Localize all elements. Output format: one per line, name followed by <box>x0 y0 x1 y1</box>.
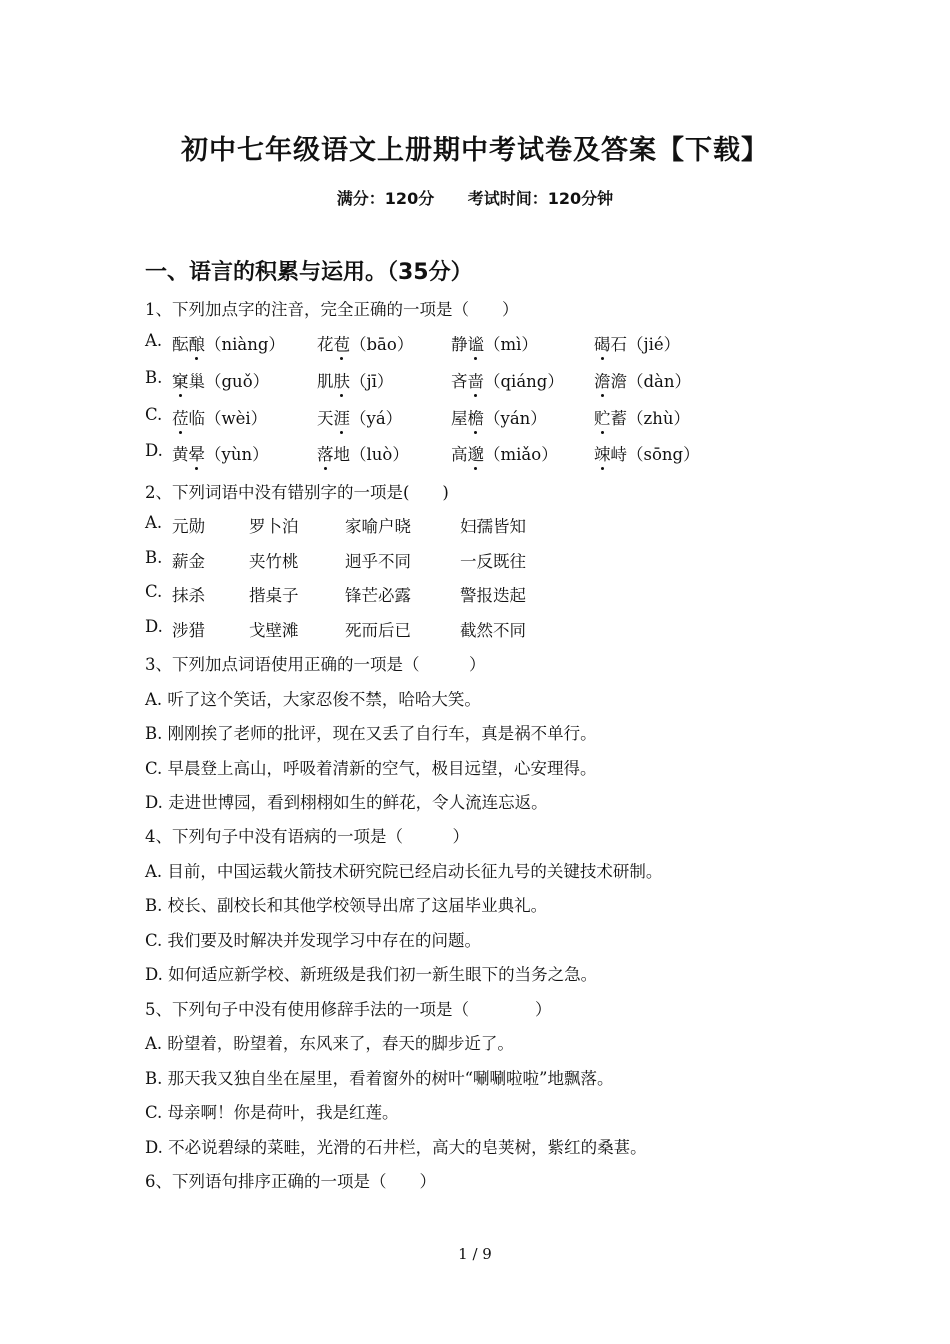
question-1-word: 花苞（bāo） <box>317 331 413 355</box>
question-5-option-d: D. 不必说碧绿的菜畦，光滑的石井栏，高大的皂荚树，紫红的桑葚。 <box>145 1138 647 1157</box>
dotted-character: 贮 <box>594 405 611 429</box>
pinyin: （yán） <box>484 409 547 428</box>
question-1-word: 竦峙（sōng） <box>594 441 700 465</box>
question-1-word: 碣石（jié） <box>594 331 680 355</box>
question-4-option-b: B. 校长、副校长和其他学校领导出席了这届毕业典礼。 <box>145 896 548 915</box>
dotted-character: 莅 <box>172 405 189 429</box>
pinyin: （niàng） <box>205 335 285 354</box>
question-2-option-label: A. <box>145 513 163 532</box>
question-2-word: 警报迭起 <box>460 586 526 605</box>
dotted-character: 苞 <box>334 331 351 355</box>
question-1-word: 莅临（wèi） <box>172 405 267 429</box>
pinyin: （mì） <box>484 335 538 354</box>
question-2-word: 夹竹桃 <box>249 552 299 571</box>
dotted-character: 晕 <box>189 441 206 465</box>
pinyin: （yùn） <box>205 445 269 464</box>
question-2-word: 迥乎不同 <box>345 552 411 571</box>
question-1-word: 天涯（yá） <box>317 405 402 429</box>
question-3-option-a: A. 听了这个笑话，大家忍俊不禁，哈哈大笑。 <box>145 690 481 709</box>
pinyin: （miǎo） <box>484 445 558 464</box>
pinyin: （yá） <box>350 409 403 428</box>
full-score: 满分：120分 <box>336 189 435 208</box>
question-2-word: 一反既往 <box>460 552 526 571</box>
question-2-word: 戈壁滩 <box>249 621 299 640</box>
pinyin: （guǒ） <box>205 372 270 391</box>
question-1-option-label: A. <box>145 331 163 350</box>
page-title: 初中七年级语文上册期中考试卷及答案【下载】 <box>181 135 769 166</box>
question-2-word: 死而后已 <box>345 621 411 640</box>
question-5-option-a: A. 盼望着，盼望着，东风来了，春天的脚步近了。 <box>145 1034 514 1053</box>
question-1-word: 澹澹（dàn） <box>594 368 691 392</box>
dotted-character: 谧 <box>468 331 485 355</box>
question-4-stem: 4、下列句子中没有语病的一项是（ ） <box>145 827 469 846</box>
exam-time: 考试时间：120分钟 <box>467 189 614 208</box>
question-1-word: 贮蓄（zhù） <box>594 405 690 429</box>
question-1-option-label: B. <box>145 368 163 387</box>
question-4-option-d: D. 如何适应新学校、新班级是我们初一新生眼下的当务之急。 <box>145 965 598 984</box>
question-2-word: 罗卜泊 <box>249 517 299 536</box>
question-2-option-label: C. <box>145 582 163 601</box>
pinyin: （qiáng） <box>484 372 564 391</box>
question-6-stem: 6、下列语句排序正确的一项是（ ） <box>145 1172 436 1191</box>
section-heading: 一、语言的积累与运用。（35分） <box>145 260 473 285</box>
question-1-word: 吝啬（qiáng） <box>451 368 564 392</box>
question-2-word: 元勋 <box>172 517 205 536</box>
pinyin: （jī） <box>350 372 394 391</box>
question-4-option-a: A. 目前，中国运载火箭技术研究院已经启动长征九号的关键技术研制。 <box>145 862 663 881</box>
question-4-option-c: C. 我们要及时解决并发现学习中存在的问题。 <box>145 931 482 950</box>
pinyin: （dàn） <box>627 372 692 391</box>
pinyin: （wèi） <box>205 409 268 428</box>
question-1-word: 屋檐（yán） <box>451 405 547 429</box>
question-1-option-label: D. <box>145 441 163 460</box>
question-2-word: 截然不同 <box>460 621 526 640</box>
question-2-word: 抹杀 <box>172 586 205 605</box>
question-2-word: 妇孺皆知 <box>460 517 526 536</box>
question-1-word: 静谧（mì） <box>451 331 538 355</box>
pinyin: （jié） <box>627 335 681 354</box>
question-5-stem: 5、下列句子中没有使用修辞手法的一项是（ ） <box>145 1000 552 1019</box>
question-3-option-b: B. 刚刚挨了老师的批评，现在又丢了自行车，真是祸不单行。 <box>145 724 597 743</box>
question-2-option-label: D. <box>145 617 163 636</box>
dotted-character: 窠 <box>172 368 189 392</box>
question-5-option-c: C. 母亲啊！你是荷叶，我是红莲。 <box>145 1103 399 1122</box>
question-2-word: 涉猎 <box>172 621 205 640</box>
question-2-option-label: B. <box>145 548 163 567</box>
question-1-stem: 1、下列加点字的注音，完全正确的一项是（ ） <box>145 300 519 319</box>
pinyin: （zhù） <box>627 409 690 428</box>
question-1-word: 酝酿（niàng） <box>172 331 285 355</box>
question-2-word: 揩桌子 <box>249 586 299 605</box>
question-5-option-b: B. 那天我又独自坐在屋里，看着窗外的树叶“唰唰啦啦”地飘落。 <box>145 1069 614 1088</box>
question-3-stem: 3、下列加点词语使用正确的一项是（ ） <box>145 655 486 674</box>
dotted-character: 酿 <box>189 331 206 355</box>
question-2-word: 家喻户晓 <box>345 517 411 536</box>
question-3-option-d: D. 走进世博园，看到栩栩如生的鲜花，令人流连忘返。 <box>145 793 548 812</box>
dotted-character: 碣 <box>594 331 611 355</box>
question-1-word: 窠巢（guǒ） <box>172 368 269 392</box>
question-2-word: 薪金 <box>172 552 205 571</box>
question-1-option-label: C. <box>145 405 163 424</box>
page-number: 1 / 9 <box>458 1245 492 1263</box>
dotted-character: 竦 <box>594 441 611 465</box>
question-2-stem: 2、下列词语中没有错别字的一项是( ) <box>145 483 449 502</box>
dotted-character: 落 <box>317 441 334 465</box>
dotted-character: 啬 <box>468 368 485 392</box>
question-1-word: 落地（luò） <box>317 441 409 465</box>
pinyin: （luò） <box>350 445 409 464</box>
question-1-word: 高邈（miǎo） <box>451 441 558 465</box>
question-3-option-c: C. 早晨登上高山，呼吸着清新的空气，极目远望，心安理得。 <box>145 759 597 778</box>
pinyin: （bāo） <box>350 335 414 354</box>
dotted-character: 肤 <box>334 368 351 392</box>
dotted-character: 檐 <box>468 405 485 429</box>
question-1-word: 肌肤（jī） <box>317 368 393 392</box>
dotted-character: 澹 <box>594 368 611 392</box>
question-2-word: 锋芒必露 <box>345 586 411 605</box>
question-1-word: 黄晕（yùn） <box>172 441 269 465</box>
dotted-character: 邈 <box>468 441 485 465</box>
exam-info <box>0 186 950 209</box>
dotted-character: 涯 <box>334 405 351 429</box>
pinyin: （sōng） <box>627 445 700 464</box>
